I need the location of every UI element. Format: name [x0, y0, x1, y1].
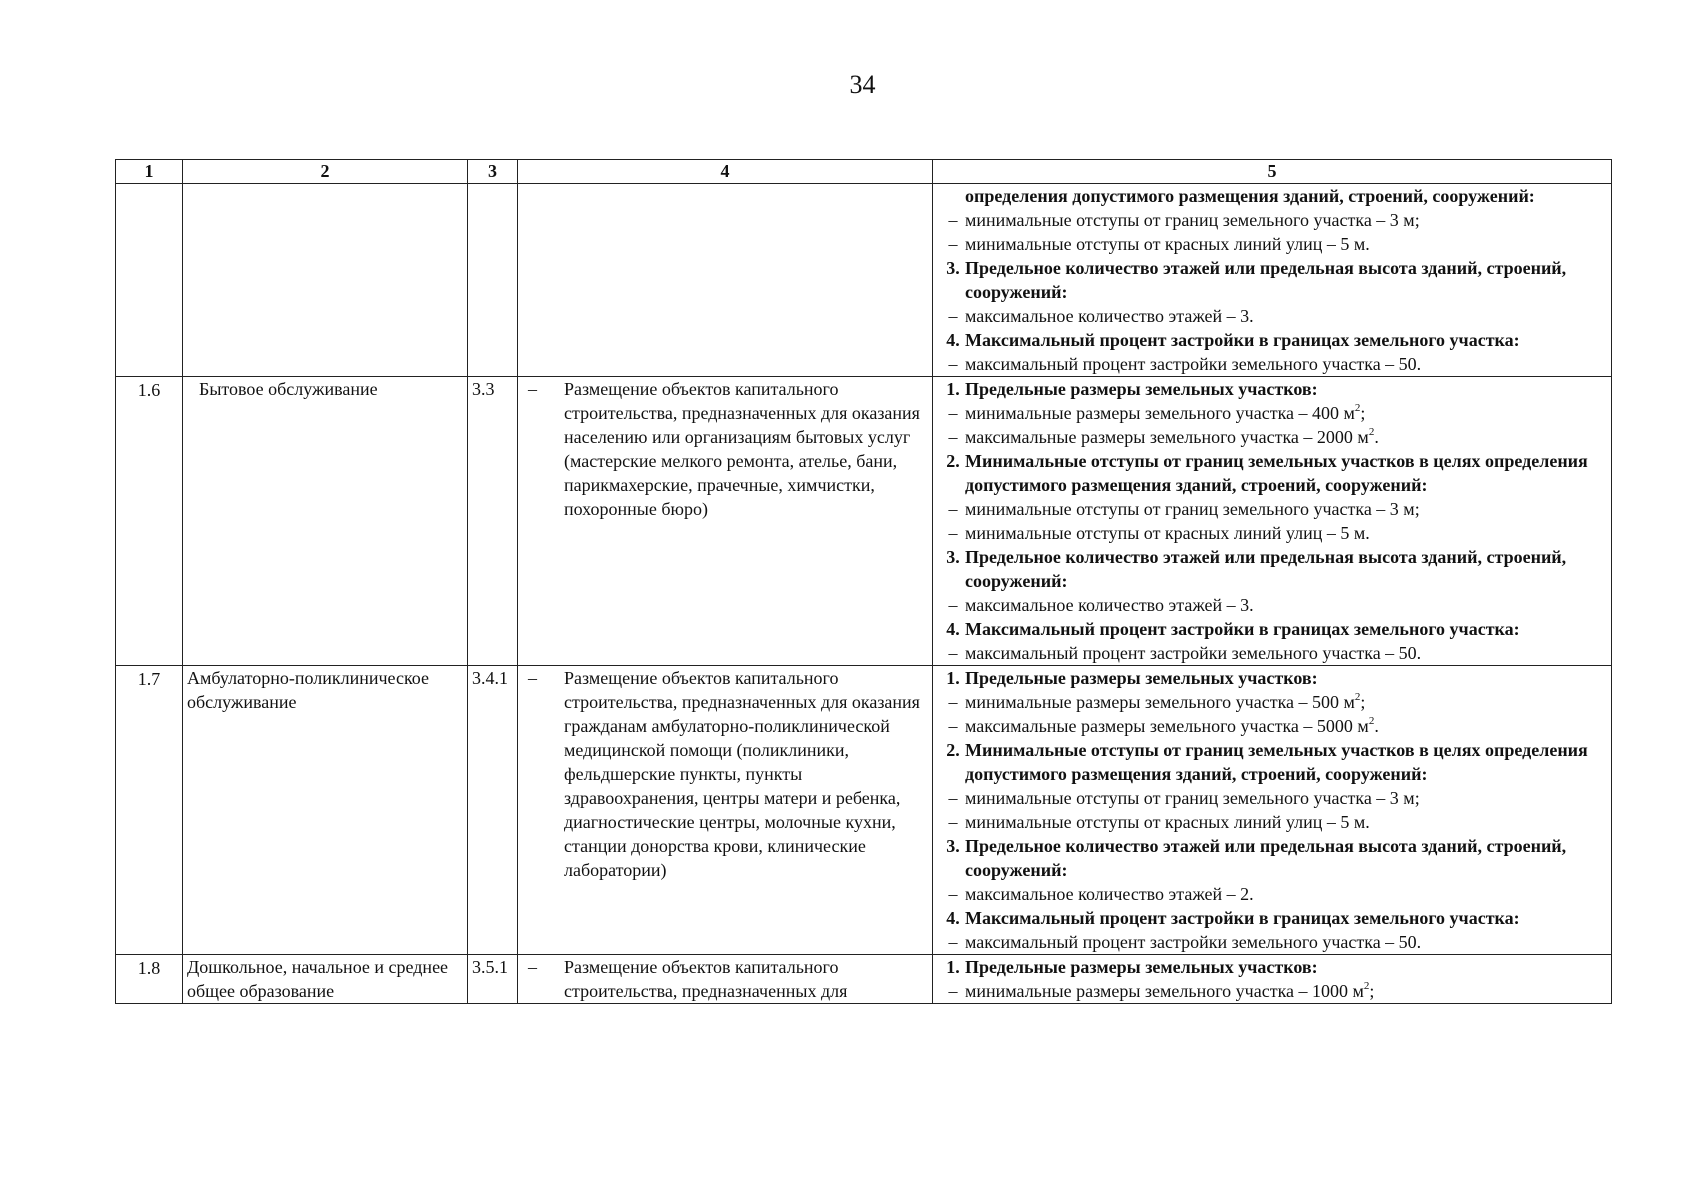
parameter-text: Предельные размеры земельных участков: [965, 379, 1318, 399]
parameter-item [941, 882, 1607, 906]
parameter-tail: ; [1360, 692, 1366, 712]
superscript: 2 [1354, 402, 1361, 414]
parameter-marker: – [948, 981, 958, 1001]
parameter-text: минимальные отступы от границ земельного участка – 3 м; [965, 788, 1420, 808]
parameters-cell [933, 184, 1612, 377]
parameter-marker: 1. [946, 957, 960, 977]
parameter-marker: – [948, 595, 958, 615]
row-number [116, 184, 183, 377]
table-row [116, 955, 1612, 1004]
table-row [116, 184, 1612, 377]
parameter-text: максимальное количество этажей – 3. [965, 595, 1254, 615]
parameter-text: максимальный процент застройки земельного участка – 50. [965, 643, 1422, 663]
parameter-marker: – [948, 403, 958, 423]
table-row [116, 666, 1612, 955]
parameter-heading [941, 906, 1607, 930]
dash-marker: – [528, 668, 537, 688]
parameter-text: определения допустимого размещения зданий, строений, сооружений: [965, 186, 1535, 206]
header-cell-1: 1 [116, 160, 183, 184]
use-description [518, 184, 933, 377]
parameter-item [941, 810, 1607, 834]
parameter-marker: – [948, 427, 958, 447]
parameter-text: Максимальный процент застройки в границах земельного участка: [965, 908, 1520, 928]
classifier-code: 3.3 [468, 377, 518, 666]
description-text: Размещение объектов капитального строительства, предназначенных для оказания гражданам амбулаторно-поликлинической медицинской помощи (поликлиники, фельдшерские пункты, пункты здравоохранения, центры матери и ребенка, диагностические центры, молочные кухни, станции донорства крови, клинические лаборатории) [564, 668, 920, 880]
superscript: 2 [1354, 691, 1361, 703]
parameter-marker: – [948, 523, 958, 543]
classifier-code: 3.4.1 [468, 666, 518, 955]
parameter-tail: . [1374, 427, 1379, 447]
parameter-text: максимальные размеры земельного участка – 5000 м [965, 716, 1369, 736]
parameter-marker: 2. [946, 740, 960, 760]
use-type-name [183, 184, 468, 377]
superscript: 2 [1368, 715, 1375, 727]
parameter-heading [941, 377, 1607, 401]
parameter-item [941, 521, 1607, 545]
description-text: Размещение объектов капитального строительства, предназначенных для оказания населению или организациям бытовых услуг (мастерские мелкого ремонта, ателье, бани, парикмахерские, прачечные, химчистки, похоронные бюро) [564, 379, 920, 519]
header-cell-2: 2 [183, 160, 468, 184]
parameter-heading [941, 545, 1607, 593]
parameter-item [941, 401, 1607, 425]
superscript: 2 [1368, 426, 1375, 438]
parameter-item [941, 497, 1607, 521]
parameter-marker: – [948, 788, 958, 808]
parameter-marker: 1. [946, 668, 960, 688]
parameters-cell [933, 666, 1612, 955]
header-cell-5: 5 [933, 160, 1612, 184]
land-use-table [115, 159, 1612, 1004]
parameter-text: Максимальный процент застройки в границах земельного участка: [965, 330, 1520, 350]
dash-marker: – [528, 379, 537, 399]
use-type-name: Дошкольное, начальное и среднее общее образование [183, 955, 468, 1004]
dash-marker: – [528, 957, 537, 977]
parameter-text: минимальные отступы от границ земельного участка – 3 м; [965, 210, 1420, 230]
parameter-marker: – [948, 884, 958, 904]
parameter-heading [941, 184, 1607, 208]
parameter-marker: 4. [946, 908, 960, 928]
parameter-item [941, 593, 1607, 617]
parameter-text: максимальные размеры земельного участка – 2000 м [965, 427, 1369, 447]
classifier-code [468, 184, 518, 377]
parameter-marker: – [948, 306, 958, 326]
superscript: 2 [1363, 980, 1370, 992]
parameter-item [941, 232, 1607, 256]
header-cell-3: 3 [468, 160, 518, 184]
parameter-marker: – [948, 932, 958, 952]
parameter-tail: ; [1369, 981, 1375, 1001]
parameters-cell [933, 955, 1612, 1004]
description-text: Размещение объектов капитального строительства, предназначенных для [564, 957, 848, 1001]
parameter-item [941, 304, 1607, 328]
parameter-item [941, 425, 1607, 449]
parameter-text: Предельное количество этажей или предельная высота зданий, строений, сооружений: [965, 547, 1567, 591]
parameter-marker: – [948, 643, 958, 663]
parameter-item [941, 930, 1607, 954]
parameter-tail: ; [1360, 403, 1366, 423]
parameter-item [941, 714, 1607, 738]
use-description [518, 377, 933, 666]
table-header-row [116, 160, 1612, 184]
parameter-text: минимальные отступы от красных линий улиц – 5 м. [965, 523, 1370, 543]
parameter-marker [941, 184, 965, 208]
parameter-item [941, 352, 1607, 376]
parameters-cell [933, 377, 1612, 666]
row-number: 1.7 [116, 666, 183, 955]
parameter-heading [941, 955, 1607, 979]
parameter-item [941, 690, 1607, 714]
parameter-marker: – [948, 812, 958, 832]
parameter-marker: 3. [946, 836, 960, 856]
use-description [518, 955, 933, 1004]
parameter-heading [941, 328, 1607, 352]
parameter-text: максимальное количество этажей – 2. [965, 884, 1254, 904]
parameter-marker: 2. [946, 451, 960, 471]
parameter-text: Предельное количество этажей или предельная высота зданий, строений, сооружений: [965, 258, 1567, 302]
row-number: 1.8 [116, 955, 183, 1004]
parameter-marker: – [948, 692, 958, 712]
parameter-marker: – [948, 716, 958, 736]
use-description [518, 666, 933, 955]
parameter-text: минимальные размеры земельного участка – 500 м [965, 692, 1355, 712]
parameter-marker: 4. [946, 619, 960, 639]
parameter-text: Предельное количество этажей или предельная высота зданий, строений, сооружений: [965, 836, 1567, 880]
use-type-name: Амбулаторно-поликлиническое обслуживание [183, 666, 468, 955]
use-type-name: Бытовое обслуживание [183, 377, 468, 666]
parameter-text: минимальные размеры земельного участка – 400 м [965, 403, 1355, 423]
parameter-text: Минимальные отступы от границ земельных участков в целях определения допустимого размещения зданий, строений, сооружений: [965, 740, 1588, 784]
parameter-text: максимальный процент застройки земельного участка – 50. [965, 932, 1422, 952]
parameter-text: минимальные отступы от границ земельного участка – 3 м; [965, 499, 1420, 519]
parameter-text: максимальный процент застройки земельного участка – 50. [965, 354, 1422, 374]
parameter-text: максимальное количество этажей – 3. [965, 306, 1254, 326]
parameter-heading [941, 834, 1607, 882]
row-number: 1.6 [116, 377, 183, 666]
parameter-text: минимальные размеры земельного участка – 1000 м [965, 981, 1364, 1001]
parameter-text: Предельные размеры земельных участков: [965, 957, 1318, 977]
parameter-marker: – [948, 234, 958, 254]
parameter-tail: . [1374, 716, 1379, 736]
parameter-heading [941, 449, 1607, 497]
page-number: 34 [849, 70, 876, 99]
parameter-marker: 3. [946, 258, 960, 278]
classifier-code: 3.5.1 [468, 955, 518, 1004]
parameter-marker: 1. [946, 379, 960, 399]
parameter-marker: 3. [946, 547, 960, 567]
parameter-item [941, 979, 1607, 1003]
parameter-text: минимальные отступы от красных линий улиц – 5 м. [965, 812, 1370, 832]
parameter-heading [941, 738, 1607, 786]
parameter-text: Максимальный процент застройки в границах земельного участка: [965, 619, 1520, 639]
parameter-item [941, 786, 1607, 810]
table-row [116, 377, 1612, 666]
parameter-marker: – [948, 354, 958, 374]
parameter-marker: – [948, 210, 958, 230]
parameter-marker: – [948, 499, 958, 519]
parameter-item [941, 208, 1607, 232]
parameter-heading [941, 256, 1607, 304]
parameter-heading [941, 617, 1607, 641]
parameter-text: минимальные отступы от красных линий улиц – 5 м. [965, 234, 1370, 254]
parameter-text: Предельные размеры земельных участков: [965, 668, 1318, 688]
header-cell-4: 4 [518, 160, 933, 184]
parameter-item [941, 641, 1607, 665]
parameter-text: Минимальные отступы от границ земельных участков в целях определения допустимого размещения зданий, строений, сооружений: [965, 451, 1588, 495]
parameter-marker: 4. [946, 330, 960, 350]
parameter-heading [941, 666, 1607, 690]
